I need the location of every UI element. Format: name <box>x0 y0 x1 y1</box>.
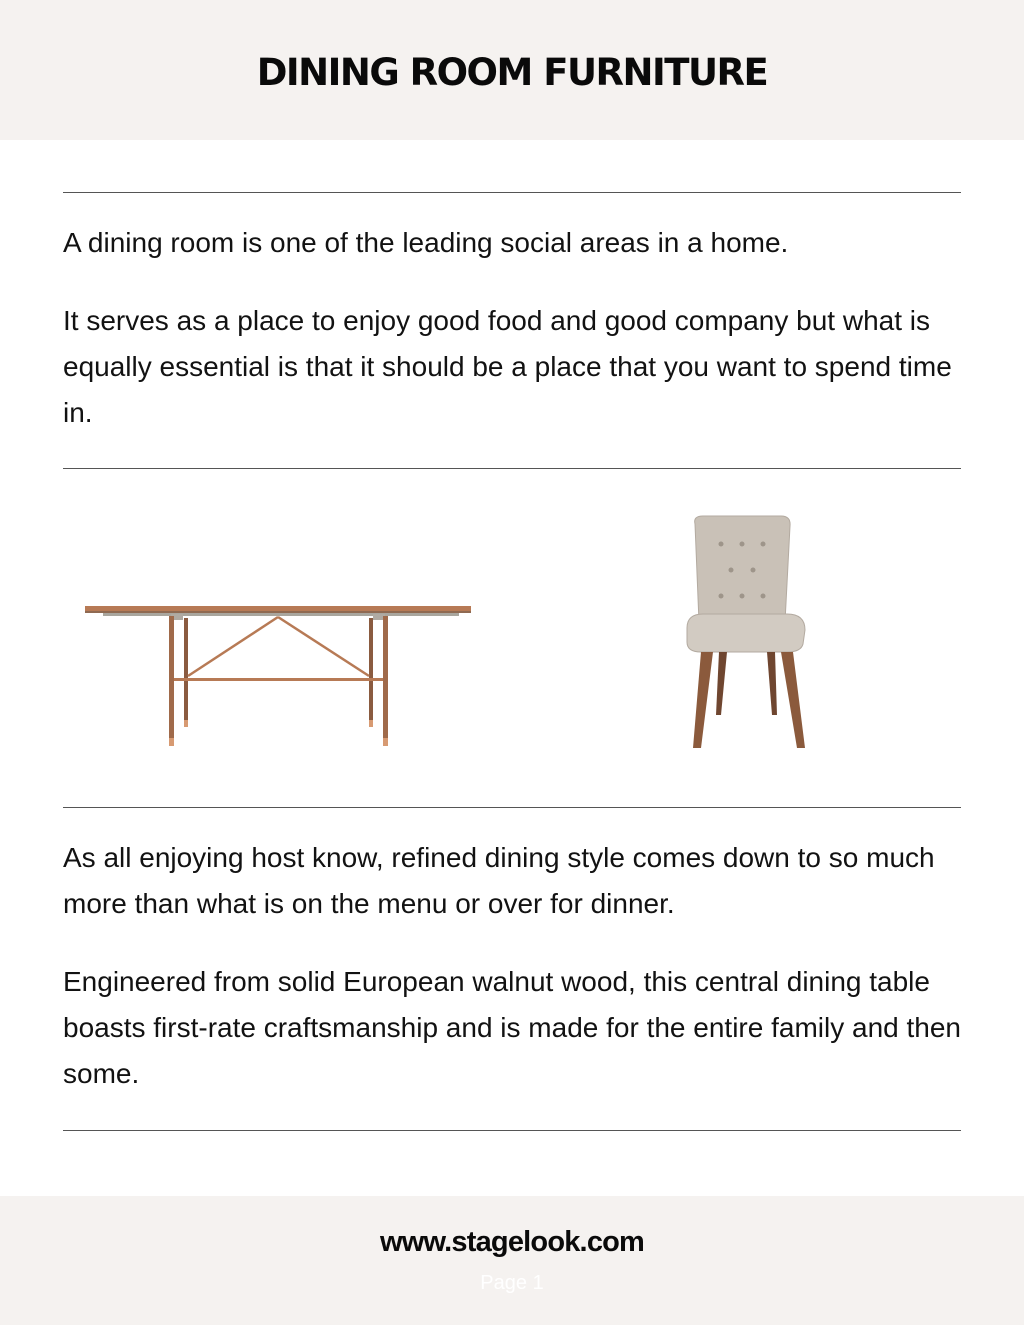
dining-chair-icon <box>663 510 833 760</box>
divider-middle-bottom <box>63 807 961 808</box>
website-link[interactable]: www.stagelook.com <box>379 1226 645 1258</box>
dining-table-image <box>63 510 493 780</box>
body-paragraph-3: As all enjoying host know, refined dining style comes down to so much more than what is on the menu or over for dinner. <box>63 842 935 919</box>
page-number: Page 1 <box>480 1272 544 1294</box>
page-footer <box>0 1196 1024 1325</box>
divider-middle-top <box>63 468 961 469</box>
dining-chair-image <box>663 510 833 760</box>
intro-paragraph-1: A dining room is one of the leading social areas in a home. <box>63 227 789 258</box>
body-paragraph-4: Engineered from solid European walnut wood, this central dining table boasts first-rate craftsmanship and is made for the entire family and then some. <box>63 966 961 1089</box>
page-header <box>0 0 1024 140</box>
page-title: DINING ROOM FURNITURE <box>256 50 768 94</box>
divider-bottom <box>63 1130 961 1131</box>
dining-table-icon <box>63 510 493 780</box>
divider-top <box>63 192 961 193</box>
intro-paragraph-2: It serves as a place to enjoy good food and good company but what is equally essential is that it should be a place that you want to spend time in. <box>63 305 952 428</box>
product-images <box>63 500 961 790</box>
